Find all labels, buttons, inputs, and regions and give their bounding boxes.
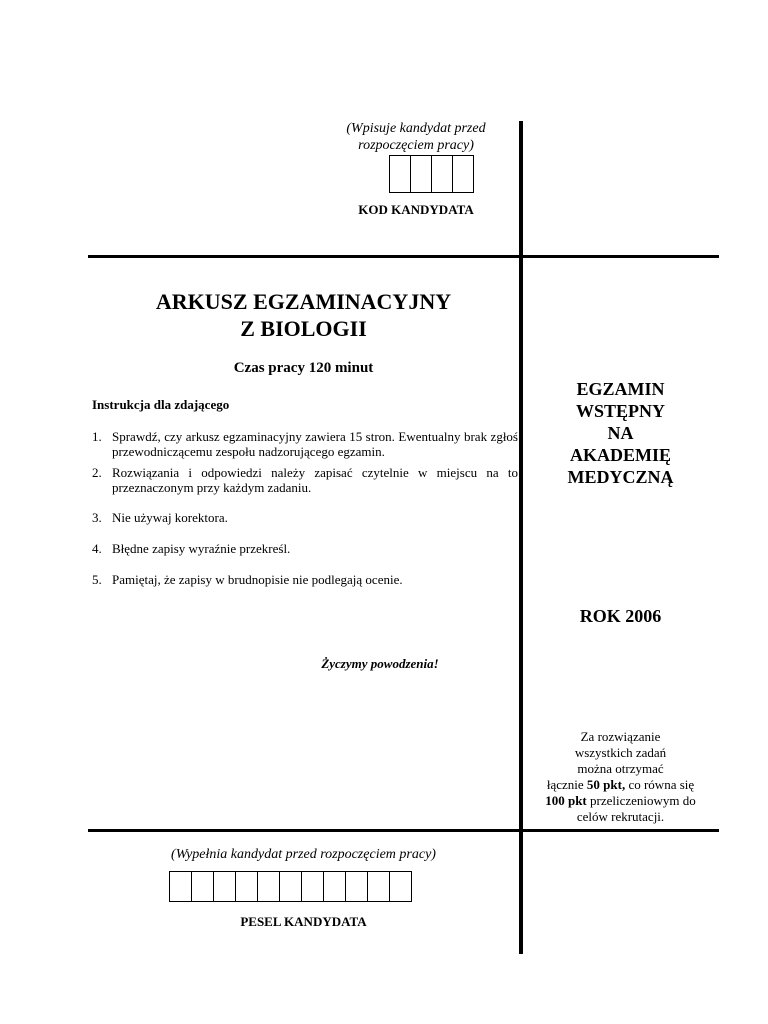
instruction-item: 4. Błędne zapisy wyraźnie przekreśl. <box>92 541 291 556</box>
pesel-boxes[interactable] <box>169 871 411 902</box>
good-luck-message: Życzymy powodzenia! <box>321 656 439 671</box>
instruction-item: 2. Rozwiązania i odpowiedzi należy zapisać czytelnie w miejscu na to przeznaczonym przy każdym zadaniu. <box>92 465 518 495</box>
top-horizontal-divider <box>88 255 719 258</box>
pesel-digit-box[interactable] <box>235 871 258 902</box>
pesel-digit-box[interactable] <box>169 871 192 902</box>
exam-duration: Czas pracy 120 minut <box>233 360 374 376</box>
pesel-digit-box[interactable] <box>323 871 346 902</box>
code-digit-box[interactable] <box>452 155 474 193</box>
pesel-digit-box[interactable] <box>213 871 236 902</box>
candidate-code-boxes[interactable] <box>389 155 473 193</box>
pesel-digit-box[interactable] <box>257 871 280 902</box>
pesel-digit-box[interactable] <box>191 871 214 902</box>
title-line-2: Z BIOLOGII <box>240 316 367 341</box>
points-info: Za rozwiązanie wszystkich zadań można otrzymać łącznie 50 pkt, co równa się 100 pkt przeliczeniowym do celów rekrutacji. <box>545 729 696 824</box>
document-title <box>88 288 519 342</box>
pesel-label: PESEL KANDYDATA <box>240 914 367 929</box>
pesel-digit-box[interactable] <box>389 871 412 902</box>
bottom-horizontal-divider <box>88 829 719 832</box>
exam-name: EGZAMIN WSTĘPNY NA AKADEMIĘ MEDYCZNĄ <box>567 379 674 487</box>
pesel-digit-box[interactable] <box>301 871 324 902</box>
candidate-code-label: KOD KANDYDATA <box>358 202 474 217</box>
instruction-item: 3. Nie używaj korektora. <box>92 510 228 525</box>
pesel-note: (Wypełnia kandydat przed rozpoczęciem pracy) <box>171 847 436 862</box>
pesel-digit-box[interactable] <box>279 871 302 902</box>
code-digit-box[interactable] <box>431 155 453 193</box>
title-line-1: ARKUSZ EGZAMINACYJNY <box>155 289 452 314</box>
candidate-code-note: (Wpisuje kandydat przed rozpoczęciem pracy) <box>346 121 486 153</box>
pesel-digit-box[interactable] <box>345 871 368 902</box>
exam-year: ROK 2006 <box>579 606 662 626</box>
instruction-item: 5. Pamiętaj, że zapisy w brudnopisie nie podlegają ocenie. <box>92 572 403 587</box>
code-digit-box[interactable] <box>389 155 411 193</box>
instruction-item: 1. Sprawdź, czy arkusz egzaminacyjny zawiera 15 stron. Ewentualny brak zgłoś przewodniczącemu zespołu nadzorującego egzamin. <box>92 429 518 459</box>
code-digit-box[interactable] <box>410 155 432 193</box>
instructions-heading: Instrukcja dla zdającego <box>92 397 230 412</box>
pesel-digit-box[interactable] <box>367 871 390 902</box>
instructions-list <box>92 429 518 587</box>
